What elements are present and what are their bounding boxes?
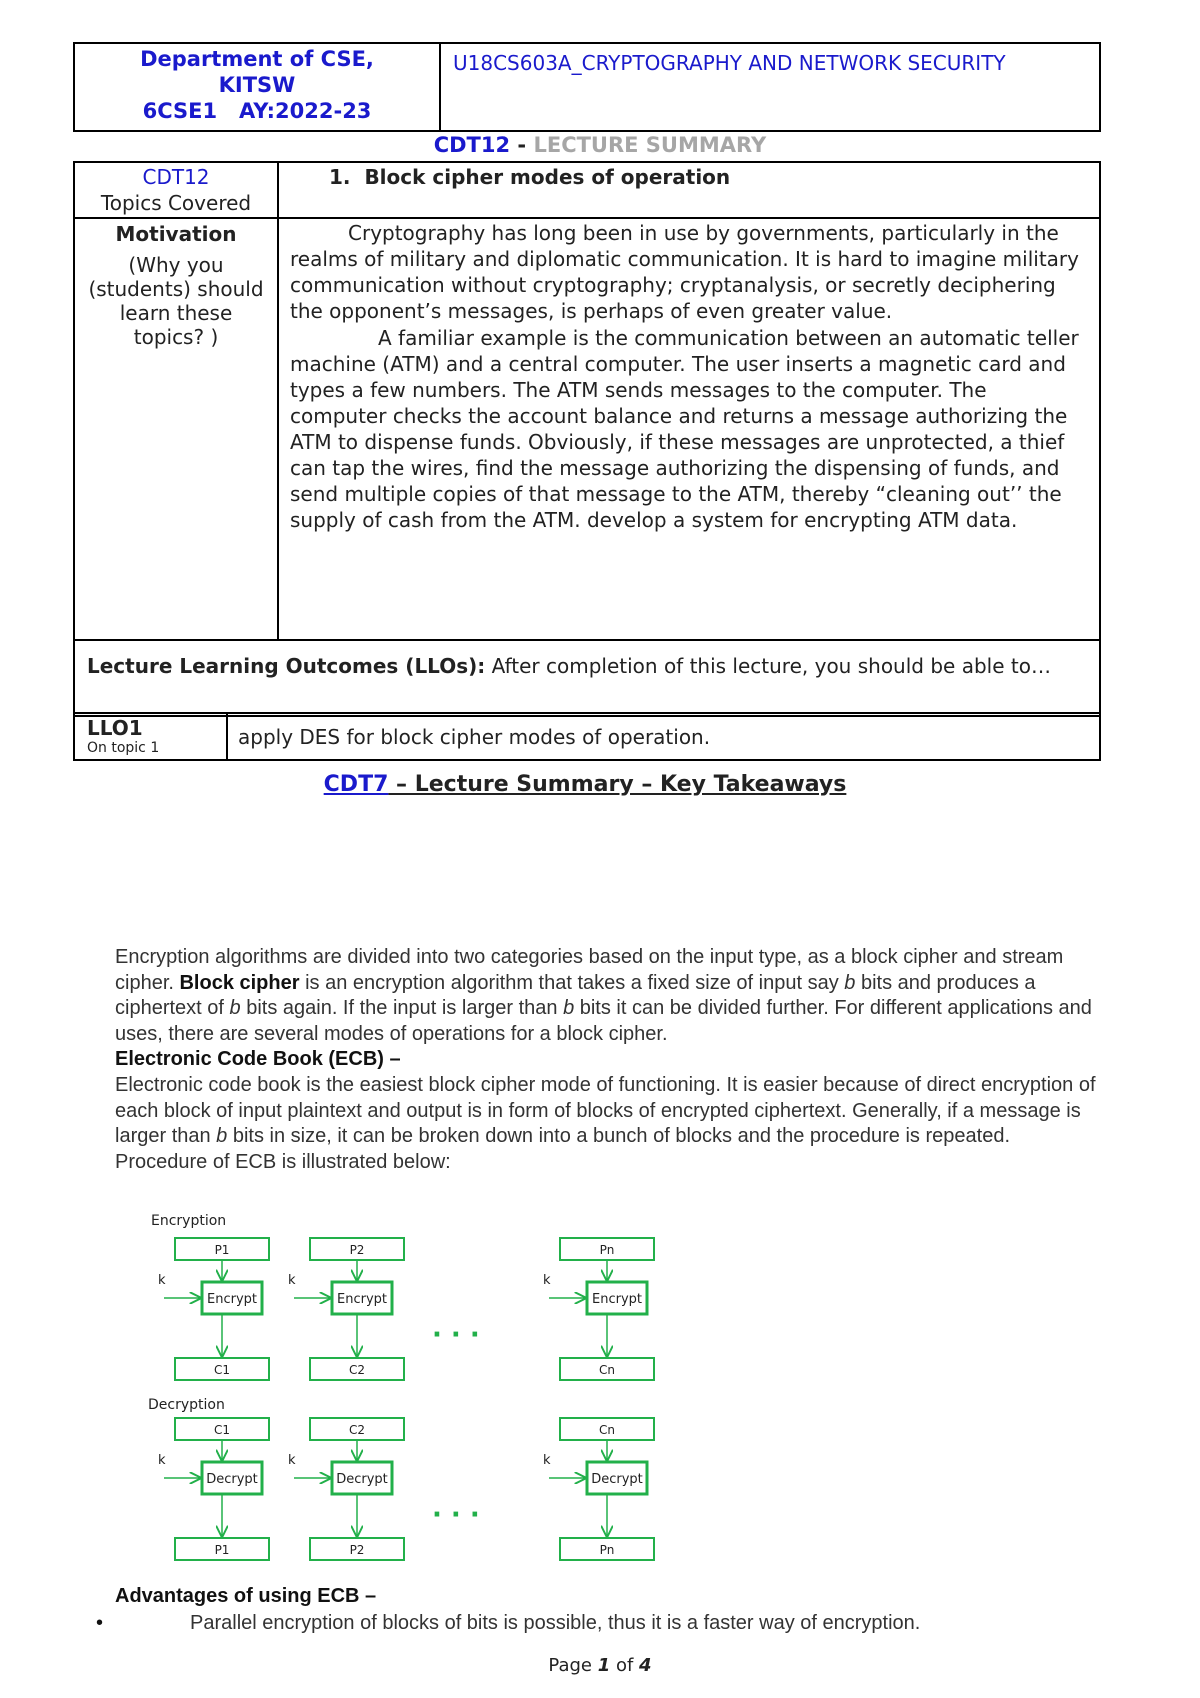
ellipsis-decryption: · · · — [432, 1500, 480, 1530]
lecture-summary-title — [0, 133, 1200, 157]
topics-caption: Topics Covered — [100, 191, 252, 215]
var-b-1: b — [844, 971, 856, 994]
dec-op-label-2: Decrypt — [336, 1472, 388, 1487]
intro-a: Encryption algorithms are divided into two categories based on the input type, as a block cipher and stream cipher. — [115, 946, 1064, 994]
llo1-table — [73, 712, 1101, 761]
enc-output-label-3: Cn — [599, 1363, 615, 1377]
course-cell — [440, 43, 1100, 131]
footer-of: of — [610, 1655, 640, 1676]
dec-key-label-1: k — [158, 1453, 166, 1468]
header-table — [73, 42, 1101, 132]
llo1-code: LLO1 — [87, 715, 143, 740]
motivation-label-cell — [74, 218, 278, 640]
topic-item: 1. Block cipher modes of operation — [278, 162, 1100, 218]
dec-input-label-3: Cn — [599, 1423, 615, 1437]
ecb-paragraph — [115, 1073, 1125, 1150]
var-b-4: b — [216, 1125, 228, 1148]
dec-key-label-2: k — [288, 1453, 296, 1468]
course-title: U18CS603A_CRYPTOGRAPHY AND NETWORK SECURITY — [453, 51, 1006, 75]
dept-line-2: KITSW — [218, 73, 296, 97]
motivation-para-1: Cryptography has long been in use by governments, particularly in the realms of military and diplomatic communication. It is hard to imagine military communication without cryptography; cryptanalysis, or secretly deciphering the opponent’s messages, is perhaps of even greater value. — [290, 221, 1079, 323]
intro-b: is an encryption algorithm that takes a fixed size of input say — [299, 971, 845, 994]
dec-output-label-3: Pn — [599, 1543, 615, 1557]
intro-d: bits again. If the input is larger than — [240, 997, 564, 1020]
footer-page-number: 1 — [597, 1655, 611, 1676]
body-text — [115, 945, 1125, 1175]
llo-intro-label: Lecture Learning Outcomes (LLOs): — [87, 654, 486, 678]
ecb-b: bits in size, it can be broken down into a bunch of blocks and the procedure is repeated. — [227, 1125, 1011, 1148]
llo1-text: apply DES for block cipher modes of operation. — [227, 713, 1100, 760]
topics-code-cell — [74, 162, 278, 218]
var-b-2: b — [229, 997, 241, 1020]
dec-output-label-2: P2 — [349, 1543, 365, 1557]
intro-c: bits and produces a ciphertext of — [115, 971, 1036, 1020]
key-takeaways-title — [0, 772, 1170, 797]
llo1-topic: On topic 1 — [87, 739, 160, 756]
dec-op-label-1: Decrypt — [206, 1472, 258, 1487]
footer-total-pages: 4 — [639, 1655, 652, 1676]
intro-e: bits it can be divided further. For different applications and uses, there are several modes of operations for a block cipher. — [115, 997, 1092, 1045]
summary-code: CDT12 — [433, 133, 511, 157]
intro-bold: Block cipher — [179, 971, 300, 994]
ecb-heading: Electronic Code Book (ECB) – — [115, 1048, 401, 1071]
summary-label: LECTURE SUMMARY — [533, 133, 767, 157]
encryption-label: Encryption — [151, 1213, 227, 1229]
department-cell — [74, 43, 440, 131]
dept-line-1: Department of CSE, — [140, 47, 374, 71]
bullet-marker: • — [96, 1612, 104, 1634]
ecb-diagram — [135, 1210, 675, 1580]
procedure-line: Procedure of ECB is illustrated below: — [115, 1150, 451, 1173]
topics-table — [73, 161, 1101, 717]
motivation-para-2: A familiar example is the communication between an automatic teller machine (ATM) and a central computer. The user inserts a magnetic card and types a few numbers. The ATM sends messages to the computer. The computer checks the account balance and returns a message authorizing the ATM to dispense funds. Obviously, if these messages are unprotected, a thief can tap the wires, find the message authorizing the dispensing of funds, and send multiple copies of that message to the ATM, thereby “cleaning out’’ the supply of cash from the ATM. develop a system for encrypting ATM data. — [290, 326, 1079, 532]
enc-key-label-1: k — [158, 1273, 166, 1288]
enc-input-label-2: P2 — [349, 1243, 365, 1257]
key-title-code[interactable]: CDT7 — [323, 772, 389, 797]
dec-input-label-1: C1 — [213, 1423, 231, 1437]
enc-op-label-3: Encrypt — [592, 1292, 642, 1307]
enc-key-label-3: k — [543, 1273, 551, 1288]
page-footer — [0, 1655, 1200, 1676]
enc-input-label-1: P1 — [214, 1243, 230, 1257]
ecb-a: Electronic code book is the easiest block cipher mode of functioning. It is easier because of direct encryption of each block of input plaintext and output is in form of blocks of encrypted ciphertext. Generally, if a message is larger than — [115, 1073, 1096, 1148]
dec-output-label-1: P1 — [214, 1543, 230, 1557]
advantages-heading: Advantages of using ECB – — [115, 1585, 377, 1607]
enc-key-label-2: k — [288, 1273, 296, 1288]
enc-op-label-1: Encrypt — [207, 1292, 257, 1307]
enc-op-label-2: Encrypt — [337, 1292, 387, 1307]
topics-code: CDT12 — [142, 165, 210, 189]
motivation-label: Motivation — [115, 222, 237, 246]
enc-input-label-3: Pn — [599, 1243, 615, 1257]
ellipsis-encryption: · · · — [432, 1320, 480, 1350]
enc-output-label-1: C1 — [213, 1363, 231, 1377]
llo-intro-text: After completion of this lecture, you should be able to… — [485, 654, 1051, 678]
footer-page-word: Page — [548, 1655, 598, 1676]
llo-intro-cell — [74, 640, 1100, 716]
dec-input-label-2: C2 — [348, 1423, 366, 1437]
dept-line-3: 6CSE1 AY:2022-23 — [142, 99, 372, 123]
dec-key-label-3: k — [543, 1453, 551, 1468]
enc-output-label-2: C2 — [348, 1363, 366, 1377]
summary-sep: - — [510, 133, 534, 157]
dec-op-label-3: Decrypt — [591, 1472, 643, 1487]
intro-paragraph — [115, 945, 1125, 1047]
llo1-code-cell — [74, 713, 227, 760]
advantage-item-1: Parallel encryption of blocks of bits is possible, thus it is a faster way of encryption. — [190, 1612, 921, 1634]
key-title-rest: – Lecture Summary – Key Takeaways — [388, 772, 847, 797]
motivation-sub: (Why you (students) should learn these topics? ) — [88, 253, 264, 349]
motivation-text-cell — [278, 218, 1100, 640]
var-b-3: b — [563, 997, 575, 1020]
decryption-label: Decryption — [148, 1397, 225, 1413]
